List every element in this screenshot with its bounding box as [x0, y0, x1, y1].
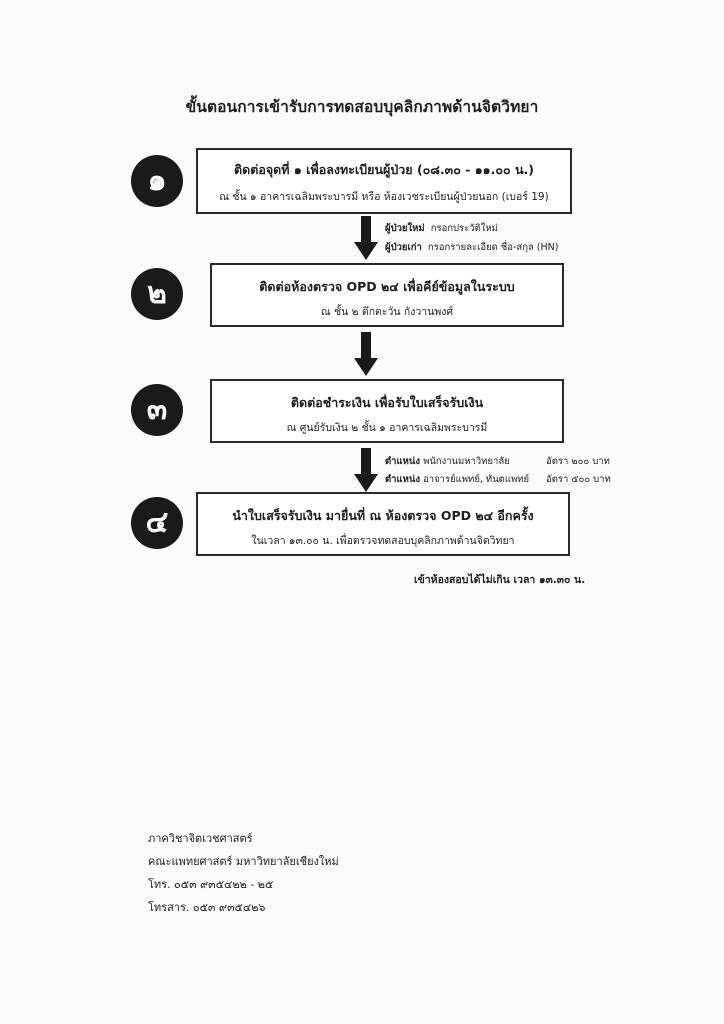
note-returning-patient: ผู้ป่วยเก่า กรอกรายละเอียด ชื่อ-สกุล (HN): [385, 242, 559, 253]
step-4-number-badge: ๔: [131, 497, 183, 549]
page-title: ขั้นตอนการเข้ารับการทดสอบบุคลิกภาพด้านจิตวิทยา: [185, 98, 539, 116]
step-1-box: [196, 148, 572, 214]
step-2-title: ติดต่อห้องตรวจ OPD ๒๔ เพื่อคีย์ข้อมูลในระบบ: [259, 279, 515, 294]
step-4-title: นำใบเสร็จรับเงิน มายื่นที่ ณ ห้องตรวจ OPD ๒๔ อีกครั้ง: [232, 508, 534, 523]
note-fee-rate-staff: อัตรา ๒๐๐ บาท: [546, 456, 610, 467]
step-2-location: ณ ชั้น ๒ ตึกตะวัน กังวานพงศ์: [320, 306, 454, 318]
step-1-title: ติดต่อจุดที่ ๑ เพื่อลงทะเบียนผู้ป่วย (๐๘.๓๐ - ๑๑.๐๐ น.): [234, 162, 534, 177]
step-1-number-badge: ๑: [131, 155, 183, 207]
note-fee-rate-physician: อัตรา ๕๐๐ บาท: [546, 474, 611, 485]
note-fee-faculty-physician: ตำแหน่ง อาจารย์แพทย์, ทันตแพทย์: [385, 474, 530, 485]
footer-department: ภาควิชาจิตเวชศาสตร์: [148, 832, 253, 845]
step-3-title: ติดต่อชำระเงิน เพื่อรับใบเสร็จรับเงิน: [290, 395, 484, 410]
arrow-down-icon: [354, 216, 378, 260]
note-new-patient: ผู้ป่วยใหม่ กรอกประวัติใหม่: [385, 223, 498, 234]
step-1-location: ณ ชั้น ๑ อาคารเฉลิมพระบารมี หรือ ห้องเวชระเบียนผู้ป่วยนอก (เบอร์ 19): [219, 191, 549, 203]
note-fee-university-staff: ตำแหน่ง พนักงานมหาวิทยาลัย: [385, 456, 510, 467]
step-2-box: [210, 263, 564, 327]
step-2-number-badge: ๒: [131, 268, 183, 320]
step-3-location: ณ ศูนย์รับเงิน ๒ ชั้น ๑ อาคารเฉลิมพระบารมี: [286, 422, 488, 434]
step-3-number-badge: ๓: [131, 384, 183, 436]
step-3-box: [210, 379, 564, 443]
step-4-detail: ในเวลา ๑๓.๐๐ น. เพื่อตรวจทดสอบบุคลิกภาพด้านจิตวิทยา: [251, 535, 515, 547]
exam-deadline-note: เข้าห้องสอบได้ไม่เกิน เวลา ๑๓.๓๐ น.: [414, 574, 586, 586]
step-4-box: [196, 492, 570, 556]
footer-faculty: คณะแพทยศาสตร์ มหาวิทยาลัยเชียงใหม่: [148, 855, 339, 868]
footer-phone: โทร. ๐๕๓ ๙๓๕๔๒๒ - ๒๕: [148, 878, 274, 891]
arrow-down-icon: [354, 448, 378, 492]
arrow-down-icon: [354, 332, 378, 376]
footer-fax: โทรสาร. ๐๕๓ ๙๓๕๔๒๖: [148, 901, 266, 914]
